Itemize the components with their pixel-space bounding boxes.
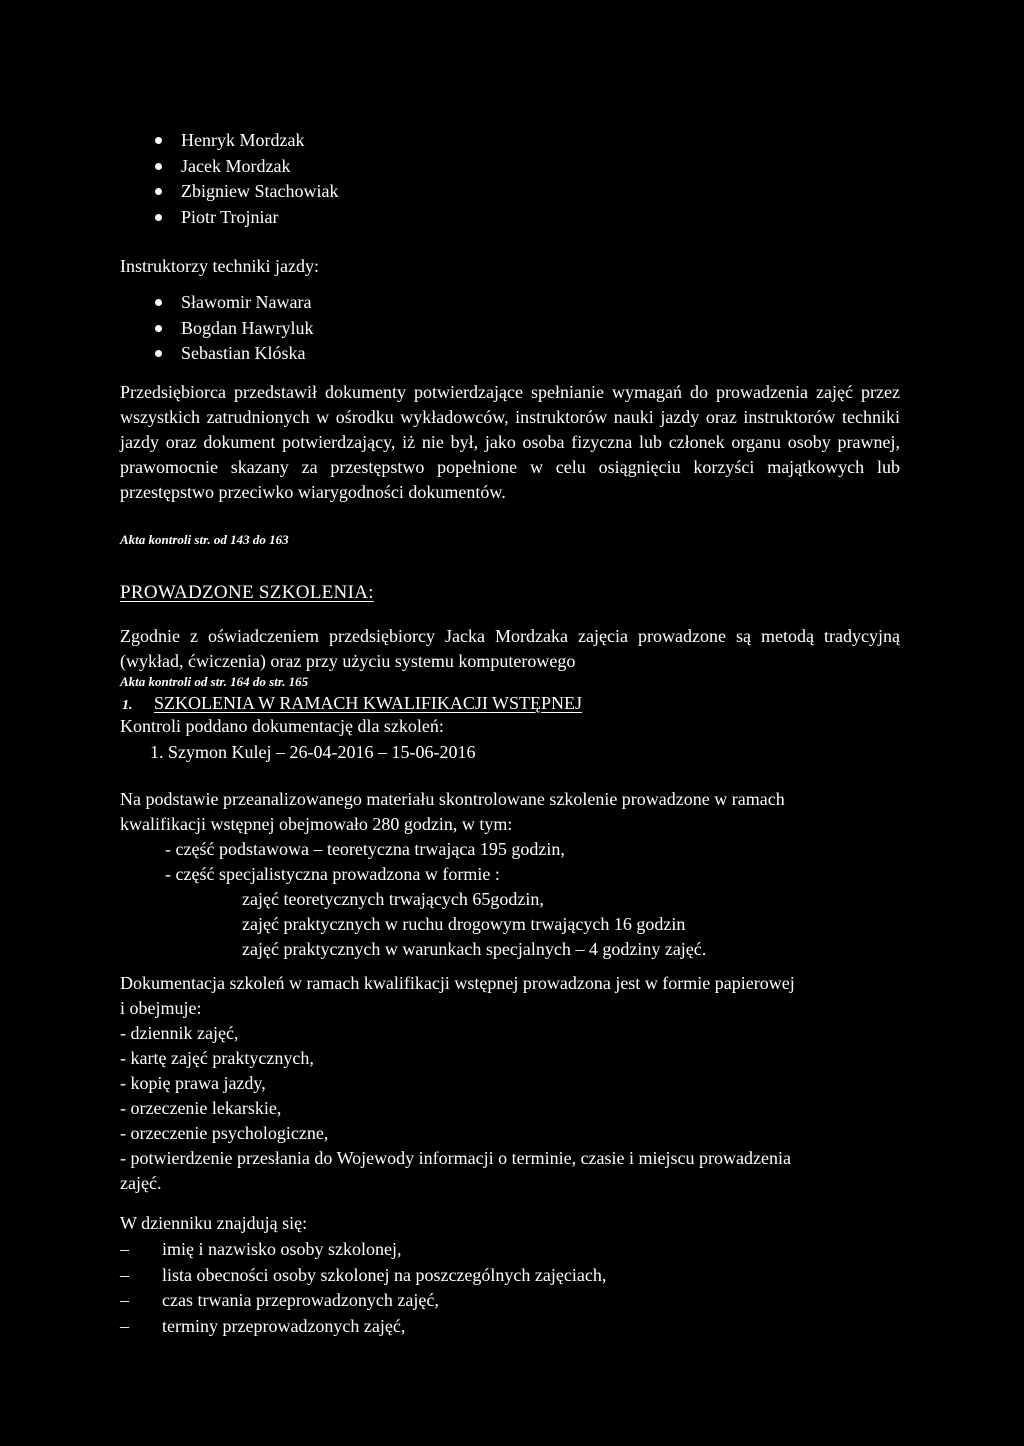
text-line: i obejmuje: (120, 998, 202, 1018)
method-paragraph (120, 624, 900, 674)
documents-paragraph (120, 380, 900, 505)
journal-list (120, 1237, 900, 1339)
paragraph-text: Zgodnie z oświadczeniem przedsiębiorcy Jacka Mordzaka zajęcia prowadzone są metodą tradycyjną (wykład, ćwiczenia) oraz przy użyciu systemu komputerowego (120, 626, 900, 671)
list-item: – imię i nazwisko osoby szkolonej, (120, 1237, 900, 1263)
control-line: Kontroli poddano dokumentację dla szkoleń: (120, 716, 444, 736)
text-line: - część specjalistyczna prowadzona w formie : (165, 864, 500, 884)
subsection-number: 1. (122, 698, 133, 713)
text-line: Na podstawie przeanalizowanego materiału skontrolowane szkolenie prowadzone w ramach (120, 789, 785, 809)
list-item: - orzeczenie lekarskie, (120, 1098, 282, 1118)
subsection-title: SZKOLENIA W RAMACH KWALIFIKACJI WSTĘPNEJ (154, 693, 583, 713)
text-line: kwalifikacji wstępnej obejmowało 280 godzin, w tym: (120, 814, 513, 834)
section-heading: PROWADZONE SZKOLENIA: (120, 582, 374, 603)
journal-heading: W dzienniku znajdują się: (120, 1213, 308, 1233)
list-item: – lista obecności osoby szkolonej na poszczególnych zajęciach, (120, 1263, 900, 1289)
list-item: - kopię prawa jazdy, (120, 1073, 266, 1093)
top-name-list (120, 128, 900, 230)
text-line: zajęć teoretycznych trwających 65godzin, (242, 889, 544, 909)
text-line: - część podstawowa – teoretyczna trwająca 195 godzin, (165, 839, 565, 859)
akta-reference: Akta kontroli od str. 164 do str. 165 (120, 674, 309, 689)
list-item: Henryk Mordzak (120, 128, 900, 154)
list-item: – terminy przeprowadzonych zajęć, (120, 1314, 900, 1340)
hours-paragraph (120, 787, 920, 962)
list-item: Sebastian Klóska (120, 341, 900, 367)
paragraph-text: Przedsiębiorca przedstawił dokumenty potwierdzające spełnianie wymagań do prowadzenia zajęć przez wszystkich zatrudnionych w ośrodku wykładowców, instruktorów nauki jazdy oraz instruktorów techniki jazdy oraz dokument potwierdzający, iż nie był, jako osoba fizyczna lub członek organu osoby prawnej, prawomocnie skazany za przestępstwo popełnione w celu osiągnięciu korzyści majątkowych lub przestępstwo przeciwko wiarygodności dokumentów. (120, 382, 900, 502)
list-item: - kartę zajęć praktycznych, (120, 1048, 314, 1068)
instructors-heading: Instruktorzy techniki jazdy: (120, 256, 319, 276)
documentation-paragraph (120, 971, 920, 1196)
text-line: zajęć. (120, 1173, 162, 1193)
text-line: zajęć praktycznych w ruchu drogowym trwających 16 godzin (242, 914, 686, 934)
list-item: Zbigniew Stachowiak (120, 179, 900, 205)
text-line: Dokumentacja szkoleń w ramach kwalifikacji wstępnej prowadzona jest w formie papierowej (120, 973, 795, 993)
list-item: - orzeczenie psychologiczne, (120, 1123, 329, 1143)
list-item: Sławomir Nawara (120, 290, 900, 316)
text-line: zajęć praktycznych w warunkach specjalnych – 4 godziny zajęć. (242, 939, 707, 959)
list-item: Jacek Mordzak (120, 154, 900, 180)
instructors-list (120, 290, 900, 367)
akta-reference: Akta kontroli str. od 143 do 163 (120, 532, 289, 547)
list-item: - potwierdzenie przesłania do Wojewody informacji o terminie, czasie i miejscu prowadzenia (120, 1148, 791, 1168)
list-item: Bogdan Hawryluk (120, 316, 900, 342)
list-item: Piotr Trojniar (120, 205, 900, 231)
list-item: – czas trwania przeprowadzonych zajęć, (120, 1288, 900, 1314)
trainee-line: 1. Szymon Kulej – 26-04-2016 – 15-06-2016 (150, 742, 476, 762)
list-item: - dziennik zajęć, (120, 1023, 239, 1043)
